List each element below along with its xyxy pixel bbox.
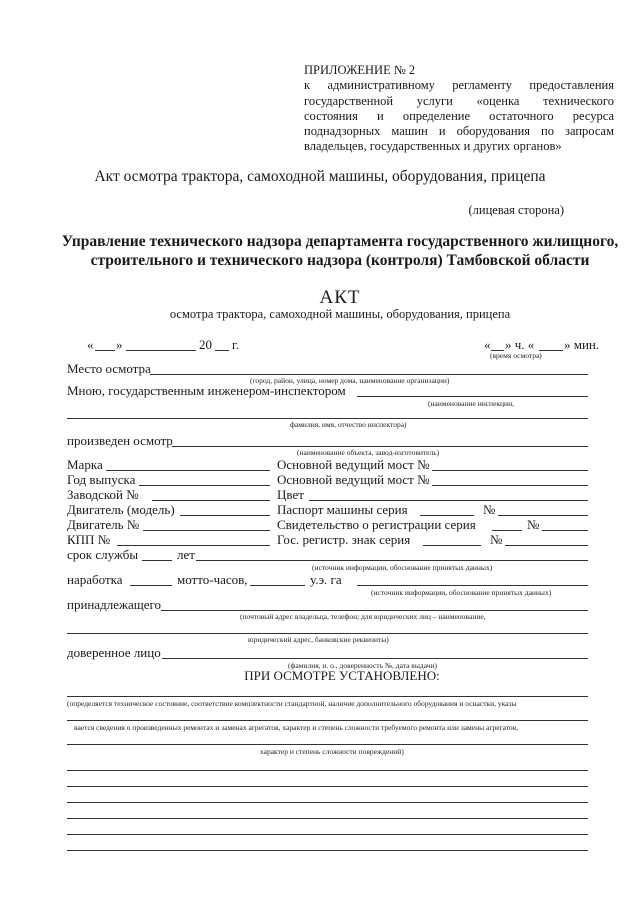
findings-blank-line-1[interactable] — [67, 770, 588, 771]
field-passport-series-line[interactable] — [420, 515, 474, 516]
inspector-label: Мною, государственным инженером-инспектором — [67, 383, 346, 398]
field-brand-label: Марка — [67, 457, 103, 472]
field-passport-number-line[interactable] — [498, 515, 588, 516]
field-color-label: Цвет — [277, 487, 304, 502]
side-note: (лицевая сторона) — [468, 203, 564, 217]
findings-line-2[interactable] — [67, 720, 588, 721]
organization-line-2: строительного и технического надзора (контроля) Тамбовской области — [90, 252, 590, 269]
date-year-prefix: 20 — [199, 337, 212, 352]
organization-line-1: Управление технического надзора департамента государственного жилищного, — [61, 233, 619, 250]
findings-blank-line-6[interactable] — [67, 850, 588, 851]
field-main-axle-1-line[interactable] — [432, 470, 588, 471]
akt-title: АКТ — [319, 287, 361, 308]
field-factory-number-line[interactable] — [152, 500, 270, 501]
field-engine-model-line[interactable] — [180, 515, 270, 516]
owner-label: принадлежащего — [67, 597, 162, 612]
findings-blank-line-5[interactable] — [67, 834, 588, 835]
field-certificate-label: Свидетельство о регистрации серия — [277, 517, 476, 532]
field-year-line[interactable] — [139, 485, 270, 486]
service-life-label: срок службы — [67, 547, 139, 562]
appendix-line-4: поднадзорных машин и оборудования по запросам — [304, 124, 614, 139]
operating-source-line[interactable] — [357, 585, 588, 586]
field-plate-number-line[interactable] — [505, 545, 588, 546]
appendix-line-1: к административному регламенту предоставления — [304, 78, 614, 93]
inspector-hint-2: фамилия, имя, отчество инспектора) — [290, 420, 407, 429]
date-open-quote: « — [87, 337, 94, 352]
service-life-source-line[interactable] — [196, 560, 588, 561]
findings-blank-line-3[interactable] — [67, 802, 588, 803]
service-life-unit: лет — [177, 547, 195, 562]
findings-title: ПРИ ОСМОТРЕ УСТАНОВЛЕНО: — [244, 668, 440, 683]
field-main-axle-1-label: Основной ведущий мост № — [277, 457, 430, 472]
place-hint: (город, район, улица, номер дома, наименование организации) — [250, 376, 450, 385]
service-life-hint: (источник информации, обоснование принятых данных) — [312, 563, 493, 572]
field-color-line[interactable] — [309, 500, 588, 501]
owner-hint-1: (почтовый адрес владельца, телефон; для юридических лиц – наименование, — [240, 612, 486, 621]
owner-line-1[interactable] — [161, 610, 588, 611]
field-passport-number-sign: № — [483, 502, 496, 517]
inspector-line-2[interactable] — [67, 418, 588, 419]
place-line[interactable] — [150, 374, 588, 375]
trustee-line[interactable] — [162, 658, 588, 659]
document-title: Акт осмотра трактора, самоходной машины, оборудования, прицепа — [94, 168, 546, 185]
field-main-axle-2-label: Основной ведущий мост № — [277, 472, 430, 487]
akt-subtitle: осмотра трактора, самоходной машины, оборудования, прицепа — [169, 307, 511, 321]
owner-line-2[interactable] — [67, 633, 588, 634]
findings-line-3[interactable] — [67, 744, 588, 745]
trustee-label: доверенное лицо — [67, 645, 161, 660]
field-engine-number-line[interactable] — [143, 530, 270, 531]
date-close-quote: » — [116, 337, 123, 352]
time-minutes-line[interactable] — [539, 350, 563, 351]
inspected-hint: (наименование объекта, завод-изготовитель) — [297, 448, 440, 457]
operating-hours-unit: мотто-часов, — [177, 572, 248, 587]
findings-blank-line-2[interactable] — [67, 786, 588, 787]
appendix-title: ПРИЛОЖЕНИЕ № 2 — [304, 63, 416, 77]
date-day-line[interactable] — [95, 350, 115, 351]
appendix-block — [304, 63, 614, 155]
field-certificate-number-line[interactable] — [542, 530, 588, 531]
field-certificate-number-sign: № — [527, 517, 540, 532]
field-plate-label: Гос. регистр. знак серия — [277, 532, 411, 547]
field-gearbox-label: КПП № — [67, 532, 111, 547]
findings-hint-1: (определяется техническое состояние, соответствие комплектности стандартной, наличие дополнительного оборудования и оснастки, указы — [67, 699, 517, 708]
operating-hours-line[interactable] — [130, 585, 172, 586]
time-hint: (время осмотра) — [490, 351, 542, 360]
field-plate-series-line[interactable] — [423, 545, 481, 546]
findings-blank-line-4[interactable] — [67, 818, 588, 819]
appendix-line-2: государственной услуги «оценка технического — [304, 93, 614, 108]
date-year-line[interactable] — [215, 350, 229, 351]
inspector-line-1[interactable] — [357, 396, 588, 397]
inspected-line[interactable] — [172, 446, 588, 447]
field-passport-label: Паспорт машины серия — [277, 502, 408, 517]
date-year-suffix: г. — [232, 337, 240, 352]
operating-ha-line[interactable] — [250, 585, 305, 586]
field-plate-number-sign: № — [490, 532, 503, 547]
field-certificate-series-line[interactable] — [492, 530, 522, 531]
appendix-line-3: состояния и определение остаточного ресурса — [304, 108, 614, 123]
inspector-hint-1: (наименование инспекции, — [428, 399, 514, 408]
field-factory-number-label: Заводской № — [67, 487, 139, 502]
field-brand-line[interactable] — [106, 470, 270, 471]
findings-hint-3: характер и степень сложности повреждений) — [260, 747, 404, 756]
operating-time-label: наработка — [67, 572, 123, 587]
field-engine-model-label: Двигатель (модель) — [67, 502, 175, 517]
owner-hint-2: юридический адрес, банковские реквизиты) — [248, 635, 389, 644]
time-close-label: » мин. — [564, 337, 600, 352]
operating-ha-unit: у.э. га — [310, 572, 342, 587]
appendix-line-5: владельцев, государственных и других органов» — [304, 139, 562, 154]
inspected-label: произведен осмотр — [67, 433, 173, 448]
time-hours-label: » ч. « — [505, 337, 535, 352]
date-month-line[interactable] — [126, 350, 196, 351]
field-engine-number-label: Двигатель № — [67, 517, 140, 532]
findings-line-1[interactable] — [67, 696, 588, 697]
place-label: Место осмотра — [67, 361, 151, 376]
trustee-hint: (фамилия, и. о., доверенность №, дата выдачи) — [288, 661, 438, 670]
service-life-years-line[interactable] — [142, 560, 172, 561]
time-open-quote: « — [484, 337, 491, 352]
field-gearbox-line[interactable] — [117, 545, 270, 546]
field-year-label: Год выпуска — [67, 472, 136, 487]
findings-hint-2: вается сведения о произведенных ремонтах и заменах агрегатов, характер и степень сложности требуемого ремонта или замены агрегатов, — [74, 723, 519, 732]
operating-time-hint: (источник информации, обоснование принятых данных) — [371, 588, 552, 597]
field-main-axle-2-line[interactable] — [432, 485, 588, 486]
